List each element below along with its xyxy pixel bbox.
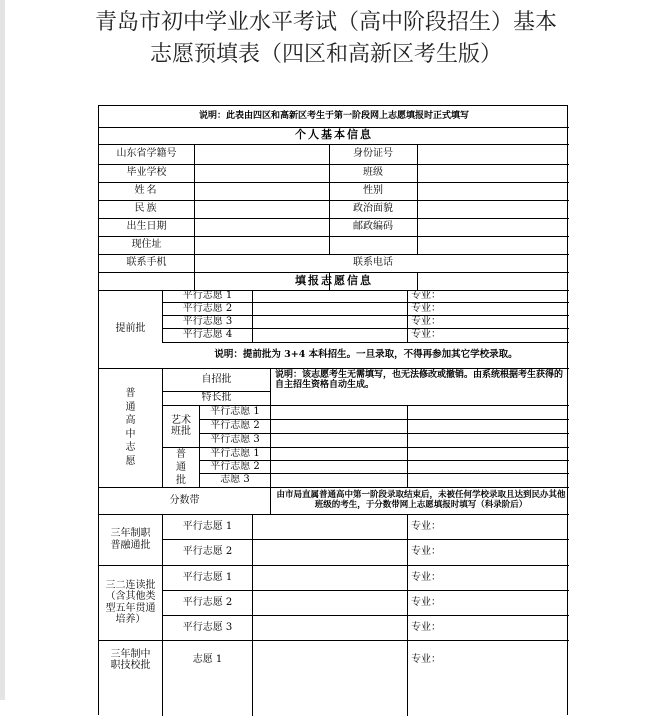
vg-major-1[interactable]: 专业： bbox=[411, 520, 441, 532]
cont-school-3[interactable] bbox=[253, 615, 407, 640]
art-batch-label: 艺术班批 bbox=[171, 414, 191, 437]
label-id-no: 身份证号 bbox=[353, 148, 393, 160]
label-gender: 性别 bbox=[363, 185, 383, 197]
gender-field[interactable] bbox=[418, 182, 569, 200]
name-field[interactable] bbox=[195, 182, 329, 200]
early-batch-label: 提前批 bbox=[115, 323, 146, 335]
form-table bbox=[98, 105, 568, 715]
cont-major-3[interactable]: 专业： bbox=[411, 621, 441, 633]
cont-major-1[interactable]: 专业： bbox=[411, 571, 441, 583]
cont-item-3: 平行志愿 3 bbox=[182, 621, 233, 633]
phone-field[interactable] bbox=[195, 254, 329, 272]
cont-major-2[interactable]: 专业： bbox=[411, 596, 441, 608]
score-band-label: 分数带 bbox=[169, 494, 200, 506]
personal-section-header: 个人基本信息 bbox=[295, 128, 373, 142]
class-field[interactable] bbox=[418, 164, 569, 182]
early-school-1[interactable] bbox=[253, 290, 407, 302]
tel-field[interactable] bbox=[418, 254, 569, 272]
form-instruction: 说明：此表由四区和高新区考生于第一阶段网上志愿填报时正式填写 bbox=[198, 111, 469, 122]
early-item-2: 平行志愿 2 bbox=[182, 302, 233, 314]
label-tel: 联系电话 bbox=[353, 257, 393, 269]
normal-school-2[interactable] bbox=[271, 460, 407, 473]
label-political: 政治面貌 bbox=[353, 203, 393, 215]
vt-school-1[interactable] bbox=[253, 640, 407, 680]
art-item-2: 平行志愿 2 bbox=[210, 420, 260, 432]
vg-item-1: 平行志愿 1 bbox=[182, 520, 233, 532]
early-item-1: 平行志愿 1 bbox=[182, 290, 233, 302]
early-major-4[interactable]: 专业： bbox=[411, 329, 441, 341]
normal-item-2: 平行志愿 2 bbox=[210, 460, 260, 472]
vg-major-2[interactable]: 专业： bbox=[411, 546, 441, 558]
self-recruit-note: 说明：该志愿考生无需填写，也无法修改或撤销。由系统根据考生获得的自主招生资格自动生成。 bbox=[275, 370, 564, 391]
early-major-3[interactable]: 专业： bbox=[411, 315, 441, 327]
id-no-field[interactable] bbox=[418, 144, 569, 164]
cont-school-2[interactable] bbox=[253, 590, 407, 615]
ethnicity-field[interactable] bbox=[195, 200, 329, 218]
general-batch-label: 普通高中志愿 bbox=[125, 388, 136, 467]
form-title-line1: 青岛市初中学业水平考试（高中阶段招生）基本 bbox=[94, 10, 557, 35]
postcode-field[interactable] bbox=[418, 218, 569, 236]
birth-field[interactable] bbox=[195, 218, 329, 236]
label-name: 姓名 bbox=[134, 185, 159, 197]
vg-school-1[interactable] bbox=[253, 514, 407, 539]
art-school-3[interactable] bbox=[271, 433, 407, 447]
label-postcode: 邮政编码 bbox=[353, 221, 393, 233]
label-class: 班级 bbox=[363, 167, 383, 179]
vt-item-1: 志愿 1 bbox=[192, 654, 223, 666]
cont-item-1: 平行志愿 1 bbox=[182, 571, 233, 583]
political-field[interactable] bbox=[418, 200, 569, 218]
label-school-reg-no: 山东省学籍号 bbox=[116, 148, 177, 160]
vt-major-1[interactable]: 专业： bbox=[411, 654, 441, 666]
grad-school-field[interactable] bbox=[195, 164, 329, 182]
art-school-2[interactable] bbox=[271, 419, 407, 433]
self-recruit-label: 自招批 bbox=[201, 373, 232, 385]
label-grad-school: 毕业学校 bbox=[126, 167, 167, 179]
early-school-4[interactable] bbox=[253, 328, 407, 342]
label-phone: 联系手机 bbox=[126, 257, 167, 269]
normal-item-1: 平行志愿 1 bbox=[210, 447, 260, 459]
art-school-1[interactable] bbox=[271, 405, 407, 419]
early-school-3[interactable] bbox=[253, 315, 407, 328]
early-item-4: 平行志愿 4 bbox=[182, 329, 233, 341]
vocational-general-label: 三年制职普融通批 bbox=[110, 528, 151, 551]
label-birth: 出生日期 bbox=[126, 221, 167, 233]
vg-school-2[interactable] bbox=[253, 539, 407, 565]
cont-school-1[interactable] bbox=[253, 565, 407, 590]
early-item-3: 平行志愿 3 bbox=[182, 315, 233, 327]
art-item-1: 平行志愿 1 bbox=[210, 406, 260, 418]
form-title-line2: 志愿预填表（四区和高新区考生版） bbox=[149, 42, 502, 67]
school-reg-no-field[interactable] bbox=[195, 144, 329, 164]
normal-item-3: 志愿 3 bbox=[220, 474, 250, 486]
volunteer-section-header: 填报志愿信息 bbox=[295, 273, 373, 287]
cont-item-2: 平行志愿 2 bbox=[182, 596, 233, 608]
normal-school-3[interactable] bbox=[271, 473, 407, 487]
early-school-2[interactable] bbox=[253, 302, 407, 315]
normal-school-1[interactable] bbox=[271, 447, 407, 460]
early-major-1[interactable]: 专业： bbox=[411, 290, 441, 302]
specialty-label: 特长批 bbox=[201, 392, 232, 404]
vg-item-2: 平行志愿 2 bbox=[182, 546, 233, 558]
normal-batch-label: 普通批 bbox=[176, 448, 186, 486]
early-major-2[interactable]: 专业： bbox=[411, 302, 441, 314]
score-band-note: 由市局直属普通高中第一阶段录取结束后，未被任何学校录取且达到民办其他班级的考生，于分数带网上志愿填报时填写（科录阶后） bbox=[276, 489, 566, 510]
continuous-batch-label: 三二连读批（含其他类型五年贯通培养） bbox=[105, 579, 156, 625]
label-address: 现住址 bbox=[131, 239, 162, 251]
page-edge bbox=[0, 0, 5, 700]
early-batch-note: 说明：提前批为 3+4 本科招生。一旦录取，不得再参加其它学校录取。 bbox=[214, 348, 518, 360]
address-field[interactable] bbox=[195, 236, 569, 254]
art-item-3: 平行志愿 3 bbox=[210, 434, 260, 446]
vocational-tech-label: 三年制中职技校批 bbox=[110, 648, 151, 671]
label-ethnicity: 民族 bbox=[134, 203, 159, 215]
